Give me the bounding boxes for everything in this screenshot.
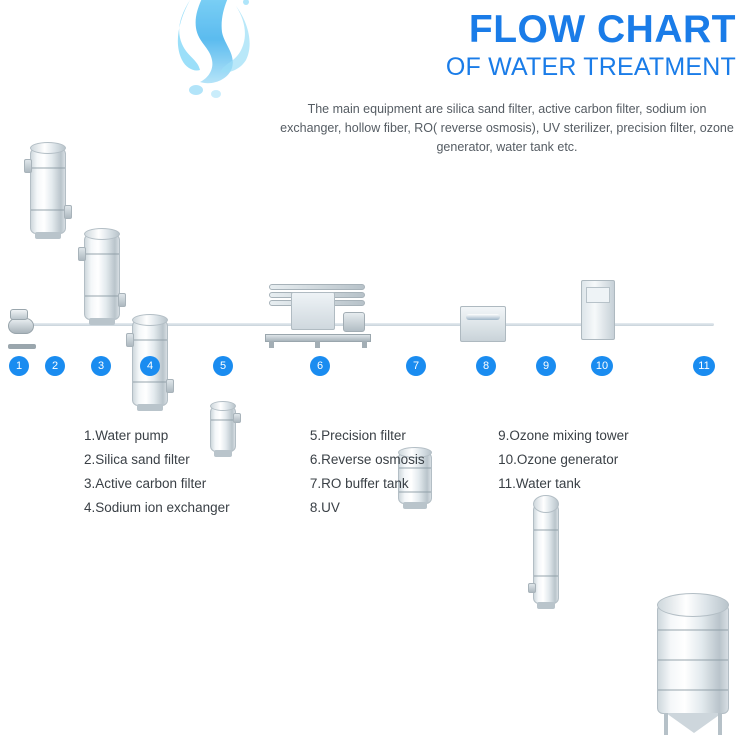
badge-9: 9: [536, 356, 556, 376]
legend-item: 7.RO buffer tank: [309, 476, 409, 491]
tank-leg-icon: [664, 713, 668, 735]
tank-band-icon: [658, 689, 728, 691]
tank-top-icon: [84, 228, 120, 240]
legend-item: 4.Sodium ion exchanger: [84, 500, 230, 515]
intro-paragraph: The main equipment are silica sand filter, active carbon filter, sodium ion exchanger, hollow fiber, RO( reverse osmosis), UV sterilizer, precision filter, ozone generator, water tank etc.: [280, 102, 734, 154]
badge-4: 4: [140, 356, 160, 376]
legend-column-2: [310, 424, 498, 520]
tank-band-icon: [85, 295, 119, 297]
legend-item: 1.Water pump: [84, 428, 169, 443]
legend: [84, 424, 724, 520]
generator-panel-icon: [586, 287, 610, 303]
pump-base-icon: [8, 344, 36, 349]
tank-band-icon: [133, 381, 167, 383]
equipment-water-pump: [8, 318, 38, 344]
tank-base-icon: [89, 318, 115, 325]
tank-nozzle-icon: [118, 293, 126, 307]
generator-cabinet-icon: [581, 280, 615, 340]
equipment-active-carbon-filter: [84, 234, 120, 320]
ro-skid-leg-icon: [315, 341, 320, 348]
tank-band-icon: [31, 209, 65, 211]
tank-band-icon: [658, 659, 728, 661]
tank-nozzle-icon: [64, 205, 72, 219]
tank-nozzle-icon: [78, 247, 86, 261]
tower-band-icon: [534, 529, 558, 531]
tank-band-icon: [658, 629, 728, 631]
legend-item: 9.Ozone mixing tower: [498, 428, 629, 443]
legend-column-3: [498, 424, 724, 520]
ro-highpressure-pump-icon: [343, 312, 365, 332]
legend-item: 8.UV: [309, 500, 340, 515]
uv-lamp-icon: [466, 314, 500, 320]
legend-item: 2.Silica sand filter: [84, 452, 190, 467]
tank-band-icon: [133, 339, 167, 341]
badge-11: 11: [693, 356, 715, 376]
page-subtitle: OF WATER TREATMENT: [445, 53, 736, 81]
tank-nozzle-icon: [233, 413, 241, 423]
tank-band-icon: [85, 253, 119, 255]
tower-nozzle-icon: [528, 583, 536, 593]
pump-body-icon: [8, 318, 34, 334]
legend-item: 6.Reverse osmosis: [309, 452, 425, 467]
legend-item: 5.Precision filter: [309, 428, 406, 443]
badge-1: 1: [9, 356, 29, 376]
water-splash-icon: [150, 0, 280, 101]
legend-item: 10.Ozone generator: [498, 452, 619, 467]
tank-leg-icon: [718, 713, 722, 735]
legend-item: 11.Water tank: [498, 476, 581, 491]
equipment-reverse-osmosis-skid: [265, 280, 371, 342]
tower-band-icon: [534, 575, 558, 577]
tank-band-icon: [31, 167, 65, 169]
tank-nozzle-icon: [24, 159, 32, 173]
tank-nozzle-icon: [166, 379, 174, 393]
tank-top-icon: [30, 142, 66, 154]
badge-5: 5: [213, 356, 233, 376]
tank-cone-bottom-icon: [666, 713, 722, 733]
ro-skid-leg-icon: [269, 341, 274, 348]
equipment-diagram: [0, 196, 752, 386]
uv-housing-icon: [460, 306, 506, 342]
tank-base-icon: [35, 232, 61, 239]
tank-nozzle-icon: [126, 333, 134, 347]
tank-top-icon: [132, 314, 168, 326]
ro-control-panel-icon: [291, 292, 335, 330]
ro-membrane-icon: [269, 284, 365, 290]
page-title: FLOW CHART: [468, 8, 736, 51]
tank-dome-icon: [657, 593, 729, 617]
badge-7: 7: [406, 356, 426, 376]
pump-motor-icon: [10, 309, 28, 320]
title-block: [446, 8, 736, 82]
tank-base-icon: [137, 404, 163, 411]
equipment-silica-sand-filter: [30, 148, 66, 234]
equipment-uv-sterilizer: [460, 306, 506, 342]
badge-8: 8: [476, 356, 496, 376]
tower-base-icon: [537, 602, 555, 609]
tank-band-icon: [211, 419, 235, 421]
tank-top-icon: [210, 401, 236, 411]
equipment-water-tank: [657, 604, 729, 714]
badge-6: 6: [310, 356, 330, 376]
equipment-ozone-generator: [581, 280, 615, 340]
badge-3: 3: [91, 356, 111, 376]
legend-item: 3.Active carbon filter: [84, 476, 207, 491]
ro-skid-leg-icon: [362, 341, 367, 348]
header: [0, 0, 752, 180]
legend-column-1: [84, 424, 310, 520]
badge-10: 10: [591, 356, 613, 376]
badge-2: 2: [45, 356, 65, 376]
